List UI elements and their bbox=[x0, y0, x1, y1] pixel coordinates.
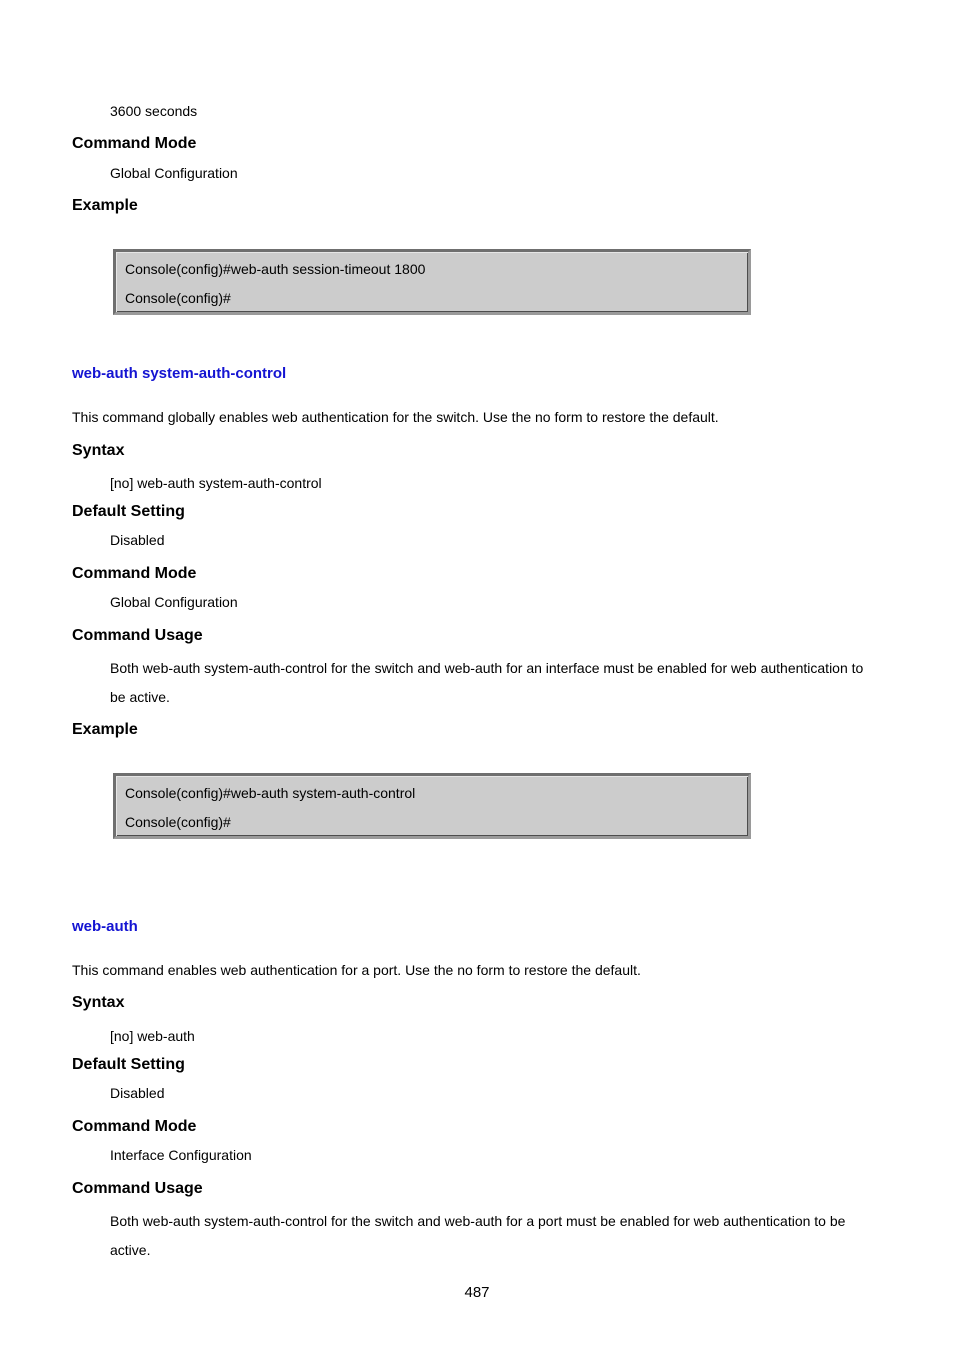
command-usage-line: Both web-auth system-auth-control for the switch and web-auth for a port must be enabled for web authentication to be bbox=[110, 1213, 846, 1229]
syntax-value: [no] web-auth bbox=[110, 1028, 195, 1044]
code-example-box bbox=[113, 249, 751, 315]
command-description: This command globally enables web authentication for the switch. Use the no form to restore the default. bbox=[72, 409, 719, 425]
command-usage-line: be active. bbox=[110, 689, 170, 705]
code-line: Console(config)#web-auth system-auth-control bbox=[125, 785, 416, 801]
code-line: Console(config)# bbox=[125, 290, 231, 306]
command-description: This command enables web authentication for a port. Use the no form to restore the default. bbox=[72, 962, 641, 978]
command-mode-value: Global Configuration bbox=[110, 165, 238, 181]
code-line: Console(config)# bbox=[125, 814, 231, 830]
default-setting-heading: Default Setting bbox=[72, 1056, 185, 1073]
example-heading: Example bbox=[72, 197, 138, 214]
command-mode-value: Interface Configuration bbox=[110, 1147, 252, 1163]
command-usage-line: active. bbox=[110, 1242, 151, 1258]
command-usage-heading: Command Usage bbox=[72, 627, 203, 644]
command-mode-value: Global Configuration bbox=[110, 594, 238, 610]
code-line: Console(config)#web-auth session-timeout 1800 bbox=[125, 261, 426, 277]
command-mode-heading: Command Mode bbox=[72, 135, 197, 152]
command-title: web-auth system-auth-control bbox=[72, 365, 287, 382]
command-mode-heading: Command Mode bbox=[72, 565, 197, 582]
default-value: 3600 seconds bbox=[110, 103, 198, 119]
command-mode-heading: Command Mode bbox=[72, 1118, 197, 1135]
command-title: web-auth bbox=[72, 918, 138, 935]
syntax-heading: Syntax bbox=[72, 994, 125, 1011]
syntax-value: [no] web-auth system-auth-control bbox=[110, 475, 322, 491]
code-example-box bbox=[113, 773, 751, 839]
syntax-heading: Syntax bbox=[72, 442, 125, 459]
default-setting-value: Disabled bbox=[110, 532, 165, 548]
command-usage-line: Both web-auth system-auth-control for the switch and web-auth for an interface must be enabled for web authentication to bbox=[110, 660, 864, 676]
page-number: 487 bbox=[464, 1284, 490, 1301]
default-setting-heading: Default Setting bbox=[72, 503, 185, 520]
example-heading: Example bbox=[72, 721, 138, 738]
default-setting-value: Disabled bbox=[110, 1085, 165, 1101]
command-usage-heading: Command Usage bbox=[72, 1180, 203, 1197]
